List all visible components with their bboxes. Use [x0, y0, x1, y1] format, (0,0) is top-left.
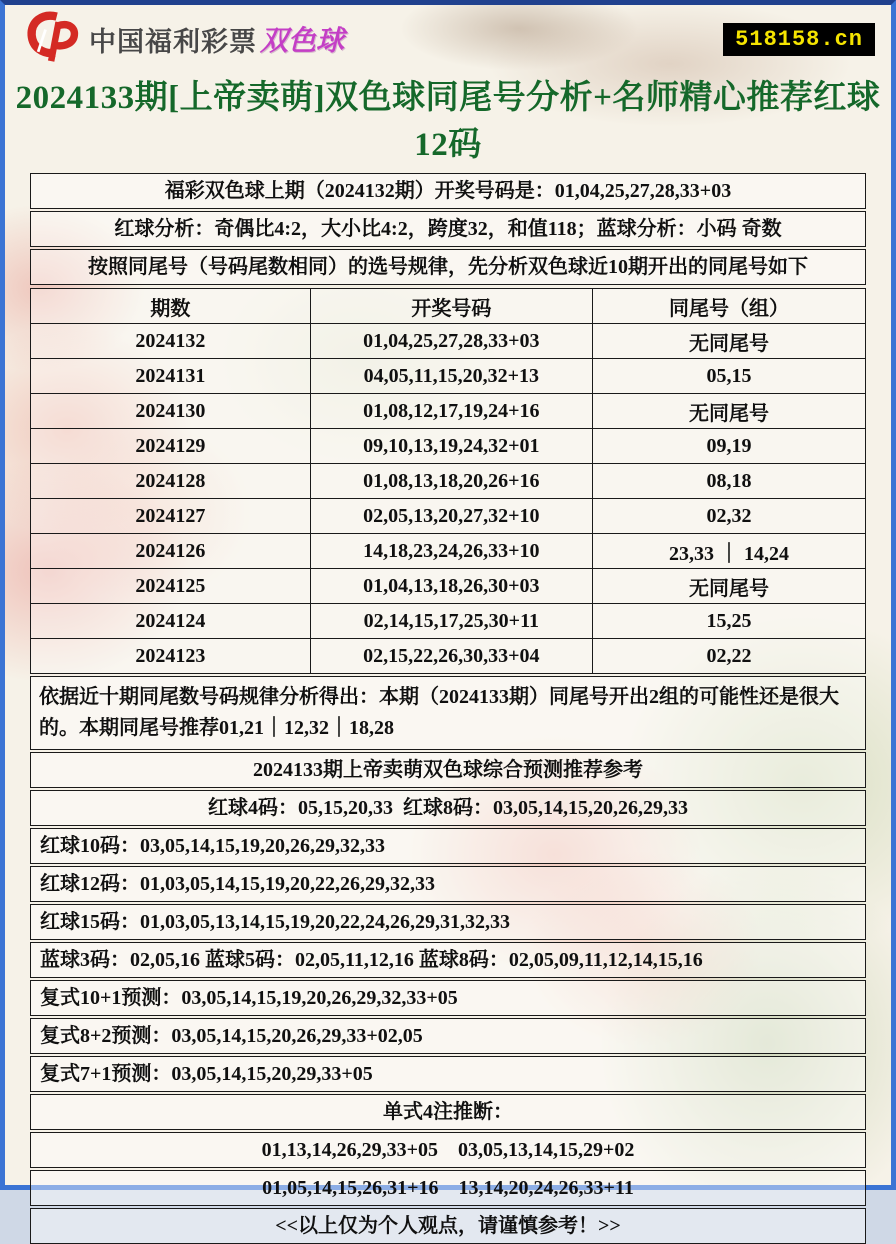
recommend-section-title: 2024133期上帝卖萌双色球综合预测推荐参考	[30, 752, 866, 788]
recommend-row: 01,05,14,15,26,31+16 13,14,20,24,26,33+11	[30, 1170, 866, 1206]
cell-same-tail: 08,18	[592, 464, 865, 499]
table-row	[31, 359, 866, 394]
recommend-row: 红球12码：01,03,05,14,15,19,20,22,26,29,32,33	[30, 866, 866, 902]
cell-period: 2024123	[31, 639, 311, 674]
table-row	[31, 429, 866, 464]
table-row	[31, 639, 866, 674]
table-row	[31, 534, 866, 569]
recommend-row: 01,13,14,26,29,33+05 03,05,13,14,15,29+02	[30, 1132, 866, 1168]
recommend-row: 单式4注推断：	[30, 1094, 866, 1130]
table-row	[31, 604, 866, 639]
column-header-numbers: 开奖号码	[310, 289, 592, 324]
cell-same-tail: 无同尾号	[592, 324, 865, 359]
recommend-row: 红球4码：05,15,20,33 红球8码：03,05,14,15,20,26,29,33	[30, 790, 866, 826]
recommend-row: 复式10+1预测：03,05,14,15,19,20,26,29,32,33+05	[30, 980, 866, 1016]
table-row	[31, 569, 866, 604]
cell-period: 2024126	[31, 534, 311, 569]
cell-same-tail: 无同尾号	[592, 394, 865, 429]
table-body	[31, 324, 866, 674]
header	[5, 5, 891, 63]
cell-period: 2024128	[31, 464, 311, 499]
cell-numbers: 14,18,23,24,26,33+10	[310, 534, 592, 569]
cell-numbers: 01,08,12,17,19,24+16	[310, 394, 592, 429]
recommend-row: 红球10码：03,05,14,15,19,20,26,29,32,33	[30, 828, 866, 864]
recommend-row: <<以上仅为个人观点，请谨慎参考！>>	[30, 1208, 866, 1244]
cell-numbers: 02,15,22,26,30,33+04	[310, 639, 592, 674]
table-row	[31, 464, 866, 499]
cell-same-tail: 23,33 ｜ 14,24	[592, 534, 865, 569]
analysis-sheet	[30, 173, 866, 1244]
cell-same-tail: 09,19	[592, 429, 865, 464]
table-row	[31, 324, 866, 359]
cell-period: 2024127	[31, 499, 311, 534]
recommend-row: 红球15码：01,03,05,13,14,15,19,20,22,24,26,29,31,32,33	[30, 904, 866, 940]
table-row	[31, 499, 866, 534]
cell-period: 2024124	[31, 604, 311, 639]
cell-period: 2024129	[31, 429, 311, 464]
cell-period: 2024131	[31, 359, 311, 394]
recommend-row: 复式7+1预测：03,05,14,15,20,29,33+05	[30, 1056, 866, 1092]
cell-same-tail: 15,25	[592, 604, 865, 639]
cell-same-tail: 05,15	[592, 359, 865, 394]
brand-product-name: 双色球	[260, 25, 345, 56]
cell-numbers: 02,05,13,20,27,32+10	[310, 499, 592, 534]
page-title: 2024133期[上帝卖萌]双色球同尾号分析+名师精心推荐红球12码	[15, 80, 881, 163]
cell-period: 2024132	[31, 324, 311, 359]
recommend-row: 复式8+2预测：03,05,14,15,20,26,29,33+02,05	[30, 1018, 866, 1054]
same-tail-history-table	[30, 288, 866, 674]
cell-numbers: 01,04,25,27,28,33+03	[310, 324, 592, 359]
table-row	[31, 394, 866, 429]
cell-numbers: 02,14,15,17,25,30+11	[310, 604, 592, 639]
cell-numbers: 01,04,13,18,26,30+03	[310, 569, 592, 604]
cell-same-tail: 02,22	[592, 639, 865, 674]
cell-period: 2024125	[31, 569, 311, 604]
cell-numbers: 09,10,13,19,24,32+01	[310, 429, 592, 464]
cell-period: 2024130	[31, 394, 311, 429]
recommend-rows-container	[30, 790, 866, 1244]
rule-intro-row: 按照同尾号（号码尾数相同）的选号规律，先分析双色球近10期开出的同尾号如下	[30, 249, 866, 285]
recommend-row: 蓝球3码：02,05,16 蓝球5码：02,05,11,12,16 蓝球8码：02,05,09,11,12,14,15,16	[30, 942, 866, 978]
cell-numbers: 01,08,13,18,20,26+16	[310, 464, 592, 499]
column-header-period: 期数	[31, 289, 311, 324]
cell-same-tail: 02,32	[592, 499, 865, 534]
cell-numbers: 04,05,11,15,20,32+13	[310, 359, 592, 394]
table-header-row	[31, 289, 866, 324]
site-badge: 518158.cn	[723, 23, 875, 56]
brand-logo	[25, 11, 344, 68]
brand-name: 中国福利彩票	[89, 26, 257, 57]
conclusion-paragraph: 依据近十期同尾数号码规律分析得出：本期（2024133期）同尾号开出2组的可能性还是很大的。本期同尾号推荐01,21｜12,32｜18,28	[30, 676, 866, 750]
cp-lottery-logo-icon	[25, 11, 81, 68]
column-header-same-tail: 同尾号（组）	[592, 289, 865, 324]
last-draw-row: 福彩双色球上期（2024132期）开奖号码是：01,04,25,27,28,33+03	[30, 173, 866, 209]
ball-analysis-row: 红球分析：奇偶比4:2，大小比4:2，跨度32，和值118；蓝球分析：小码 奇数	[30, 211, 866, 247]
cell-same-tail: 无同尾号	[592, 569, 865, 604]
